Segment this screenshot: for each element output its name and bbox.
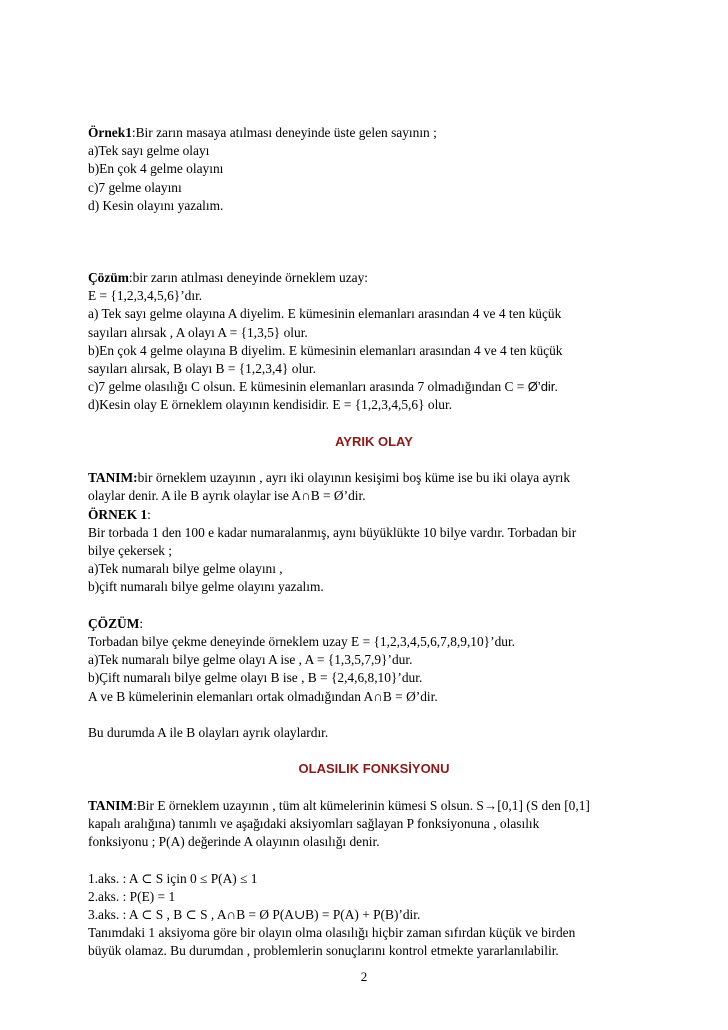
olasilik-tanim-label: TANIM <box>88 797 134 813</box>
ayrik-tanim: TANIM:bir örneklem uzayının , ayrı iki olayının kesişimi boş küme ise bu iki olaya ayrık <box>88 470 571 486</box>
axiom-2: 2.aks. : P(E) = 1 <box>88 888 176 904</box>
solution1-line-d: d)Kesin olay E örneklem olayının kendisidir. E = {1,2,3,4,5,6} olur. <box>88 397 453 413</box>
solution1-line: sayıları alırsak , A olayı A = {1,3,5} olur. <box>88 324 308 340</box>
ayrik-cozum-line: b)Çift numaralı bilye gelme olayı B ise , B = {2,4,6,8,10}’dur. <box>88 670 423 686</box>
olasilik-tanim-line: kapalı aralığına) tanımlı ve aşağıdaki aksiyomları sağlayan P fonksiyonuna , olasılık <box>88 816 540 832</box>
ayrik-ornek-line: bilye çekersek ; <box>88 543 173 559</box>
example1-item-c: c)7 gelme olayını <box>88 179 182 195</box>
ayrik-cozum-line: a)Tek numaralı bilye gelme olayı A ise , A = {1,3,5,7,9}’dur. <box>88 652 413 668</box>
olasilik-tanim-line: fonksiyonu ; P(A) değerinde A olayının olasılığı denir. <box>88 834 380 850</box>
ayrik-ornek-line: b)çift numaralı bilye gelme olayını yazalım. <box>88 579 324 595</box>
ayrik-ornek-line: a)Tek numaralı bilye gelme olayını , <box>88 561 283 577</box>
solution1-line: b)En çok 4 gelme olayına B diyelim. E kümesinin elemanları arasından 4 ve 4 ten küçük <box>88 342 563 358</box>
solution1-intro: Çözüm:bir zarın atılması deneyinde örneklem uzay: <box>88 270 369 286</box>
solution1-line-c: c)7 gelme olasılığı C olsun. E kümesinin elemanları arasında 7 olmadığından C = Ø’dir. <box>88 379 559 395</box>
example1-label: Örnek1 <box>88 125 132 140</box>
ayrik-tanim-label: TANIM: <box>88 470 138 486</box>
olasilik-closing: büyük olamaz. Bu durumdan , problemlerin sonuçlarını kontrol etmekte yararlanılabilir. <box>88 943 559 959</box>
ayrik-ornek-line: Bir torbada 1 den 100 e kadar numaralanmış, aynı büyüklükte 10 bilye vardır. Torbadan bir <box>88 524 577 540</box>
olasilik-closing: Tanımdaki 1 aksiyoma göre bir olayın olma olasılığı hiçbir zaman sıfırdan küçük ve birden <box>88 925 576 941</box>
ayrik-ornek-title: ÖRNEK 1: <box>88 506 151 522</box>
document-body <box>88 124 648 961</box>
olasilik-tanim: TANIM:Bir E örneklem uzayının , tüm alt kümelerinin kümesi S olsun. S→[0,1] (S den [0,1] <box>88 797 590 813</box>
ayrik-cozum-label: ÇÖZÜM <box>88 615 140 631</box>
axiom-3: 3.aks. : A ⊂ S , B ⊂ S , A∩B = Ø P(A∪B) = P(A) + P(B)’dir. <box>88 907 421 923</box>
ayrik-cozum-line: A ve B kümelerinin elemanları ortak olmadığından A∩B = Ø’dir. <box>88 688 438 704</box>
ayrik-conclusion: Bu durumda A ile B olayları ayrık olaylardır. <box>88 725 329 741</box>
ayrik-ornek-label: ÖRNEK 1 <box>88 506 148 522</box>
example1-item-b: b)En çok 4 gelme olayını <box>88 161 224 177</box>
empty-set-dir: Ø’dir. <box>527 379 559 395</box>
ayrik-cozum-line: Torbadan bilye çekme deneyinde örneklem uzay E = {1,2,3,4,5,6,7,8,9,10}’dur. <box>88 634 516 650</box>
example1-intro: Örnek1:Bir zarın masaya atılması deneyinde üste gelen sayının ; <box>88 125 437 140</box>
ayrik-tanim-line: olaylar denir. A ile B ayrık olaylar ise A∩B = Ø’dir. <box>88 488 366 504</box>
solution1-line: sayıları alırsak, B olayı B = {1,2,3,4} olur. <box>88 361 316 377</box>
solution1-label: Çözüm <box>88 270 129 286</box>
example1-item-d: d) Kesin olayını yazalım. <box>88 197 224 213</box>
page-number: 2 <box>360 969 368 984</box>
solution1-line: E = {1,2,3,4,5,6}’dır. <box>88 288 203 304</box>
axiom-1: 1.aks. : A ⊂ S için 0 ≤ P(A) ≤ 1 <box>88 870 258 886</box>
ayrik-cozum-title: ÇÖZÜM: <box>88 615 144 631</box>
heading-ayrik-olay: AYRIK OLAY <box>335 433 413 449</box>
solution1-line: a) Tek sayı gelme olayına A diyelim. E kümesinin elemanları arasından 4 ve 4 ten küçük <box>88 306 562 322</box>
heading-olasilik-fonksiyonu: OLASILIK FONKSİYONU <box>298 761 450 777</box>
example1-item-a: a)Tek sayı gelme olayı <box>88 143 210 159</box>
